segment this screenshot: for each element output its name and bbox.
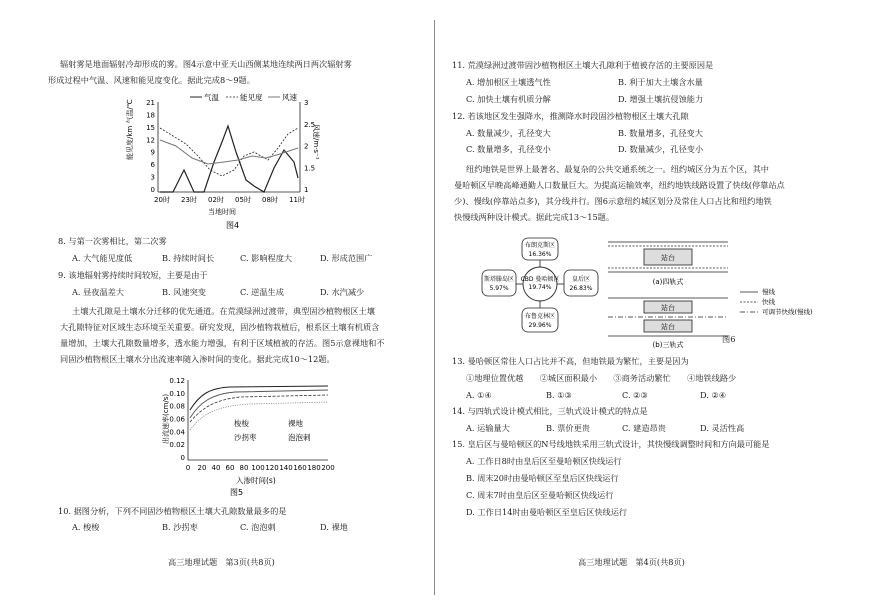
figure-6-diagram [478, 232, 828, 348]
series-wind [160, 140, 298, 164]
q8-option-b[interactable]: B. 持续时间长 [162, 253, 215, 263]
legend-paopaoci: 泡泡刺 [288, 433, 311, 442]
tick-label: 2.5 [304, 120, 316, 129]
tick-label: 100 [251, 464, 265, 472]
q11-option-c[interactable]: C. 加快土壤有机质分解 [466, 94, 551, 104]
tick-label: 6 [150, 161, 155, 170]
y-axis-label: 出流速率(cm/s) [162, 393, 170, 444]
legend-shaguaizao: 沙拐枣 [234, 433, 257, 442]
question-14-stem: 14. 与四轨式设计模式相比，三轨式设计模式的特点是 [452, 406, 648, 416]
q10-option-b[interactable]: B. 沙拐枣 [162, 522, 198, 532]
figure-6-caption: 图6 [722, 334, 736, 344]
tick-label: 180 [307, 464, 321, 472]
intro-fig5: 土壤大孔隙是土壤水分迁移的优先通道。在荒漠绿洲过渡带，典型固沙植物根区土壤 大孔隙特征对区域生态环境至关重要。研究发现，固沙植物栽植后，根系区土壤有机质含 量增加，土壤大孔隙数量增多，透水能力增强，有利于区域植被的存活。图5示意裸地和不 同固沙植物根区土壤水分出流速率随入渗时间的变化。据此完成10～12题。 [60, 306, 385, 364]
figure-6-legend [740, 287, 813, 316]
q12-option-a[interactable]: A. 数量减少，孔径变大 [466, 128, 551, 138]
tick-label: 11时 [289, 196, 305, 204]
svg-text:站台: 站台 [661, 304, 675, 312]
legend-temperature: 气温 [204, 93, 219, 102]
svg-text:19.74%: 19.74% [528, 284, 552, 291]
legend-visibility: 能见度 [240, 93, 263, 102]
question-10-stem: 10. 据图分析，下列不同固沙植物根区土壤大孔隙数量最多的是 [58, 506, 287, 516]
question-11-stem: 11. 荒漠绿洲过渡带固沙植物根区土壤大孔隙利于植被存活的主要原因是 [452, 60, 714, 70]
tick-label: 0.10 [169, 389, 185, 398]
legend-bare: 裸地 [288, 419, 303, 428]
tick-label: 12 [146, 136, 155, 145]
four-track-diagram [608, 242, 728, 286]
q15-option-d[interactable]: D. 工作日14时由曼哈顿区至皇后区快线运行 [466, 507, 628, 517]
q11-option-b[interactable]: B. 利于加大土壤含水量 [618, 77, 703, 87]
district-bronx: 布朗克斯区 [524, 242, 556, 249]
q8-option-a[interactable]: A. 大气能见度低 [72, 253, 133, 263]
figure-5-caption: 图5 [230, 488, 244, 496]
tick-label: 1.5 [304, 164, 316, 173]
svg-text:26.83%: 26.83% [569, 285, 593, 292]
tick-label: 20时 [154, 196, 170, 204]
svg-text:(a)四轨式: (a)四轨式 [652, 278, 684, 286]
tick-label: 2 [304, 142, 309, 151]
y-axis-label-left: 能见度/km 气温/℃ [126, 99, 134, 160]
q8-option-c[interactable]: C. 影响程度大 [240, 253, 293, 263]
figure-4-caption: 图4 [226, 221, 240, 230]
svg-text:慢线: 慢线 [762, 288, 775, 296]
q10-option-d[interactable]: D. 裸地 [320, 522, 348, 532]
x-axis-label: 入渗时间(s) [236, 476, 276, 485]
q12-option-b[interactable]: B. 数量增多，孔径变大 [618, 128, 703, 138]
intro-fig6: 纽约地铁是世界上最著名、最复杂的公共交通系统之一。纽约城区分为五个区，其中 曼哈顿区早晚高峰通勤人口数量巨大。为提高运输效率，纽约地铁线路设置了快线(停靠站点 少)、慢线(停靠站点多)，其分线并行。图6示意纽约城区划分及常住人口占比和纽约地铁 快慢线两种设计模式。据此完成13～15题。 [454, 164, 785, 222]
q15-option-b[interactable]: B. 周末20时由曼哈顿区至皇后区快线运行 [466, 473, 619, 483]
q9-option-d[interactable]: D. 水汽减少 [320, 287, 365, 297]
figure-5-chart [140, 374, 340, 496]
district-manhattan: CBD 曼哈顿区 [520, 276, 560, 283]
tick-label: 18 [146, 111, 155, 120]
q14-option-b[interactable]: B. 票价更贵 [546, 423, 590, 433]
tick-label: 0 [185, 464, 191, 472]
intro-fig4: 辐射雾是地面辐射冷却形成的雾。图4示意中亚天山西侧某地连续两日两次辐射雾 形成过程中气温、风速和能见度变化。据此完成8～9题。 [48, 59, 352, 85]
q13-items: ①地理位置优越 ②城区面积最小 ③商务活动繁忙 ④地铁线路少 [466, 373, 737, 383]
tick-label: 15 [146, 123, 155, 132]
svg-text:快线: 快线 [762, 298, 775, 306]
footer-right: 高三地理试题 第4页(共8页) [578, 557, 685, 567]
series-temperature [160, 126, 298, 192]
tick-label: 3 [304, 99, 309, 107]
q14-option-a[interactable]: A. 运输量大 [466, 423, 510, 433]
q13-option-d[interactable]: D. ②④ [700, 390, 727, 400]
q12-option-c[interactable]: C. 数量增多，孔径变小 [466, 144, 551, 154]
q13-option-b[interactable]: B. ①③ [546, 390, 572, 400]
tick-label: 140 [279, 464, 293, 472]
series-bare [190, 402, 328, 430]
tick-label: 3 [150, 173, 155, 182]
svg-text:(b)三轨式: (b)三轨式 [652, 341, 684, 348]
svg-text:16.36%: 16.36% [528, 251, 552, 258]
tick-label: 60 [225, 464, 235, 472]
x-axis-label: 当地时间 [208, 208, 236, 216]
q14-option-d[interactable]: D. 灵活性高 [700, 423, 745, 433]
tick-label: 0.04 [169, 428, 185, 437]
tick-label: 0.12 [169, 377, 185, 385]
tick-label: 05时 [235, 196, 251, 204]
series-visibility [160, 128, 298, 176]
tick-label: 120 [265, 464, 279, 472]
svg-text:29.96%: 29.96% [528, 322, 552, 329]
q15-option-a[interactable]: A. 工作日8时由皇后区至曼哈顿区快线运行 [466, 456, 622, 466]
legend-wind: 风速 [282, 93, 297, 102]
tick-label: 20 [197, 464, 207, 472]
district-brooklyn: 布鲁克林区 [524, 313, 556, 320]
svg-text:站台: 站台 [661, 323, 675, 331]
tick-label: 02时 [208, 196, 224, 204]
district-queens: 皇后区 [571, 276, 591, 283]
series-paopaoci [190, 395, 328, 422]
figure-4-chart [118, 90, 358, 230]
tick-label: 1 [304, 186, 309, 194]
svg-text:5.97%: 5.97% [489, 285, 509, 292]
page-divider [434, 20, 435, 595]
tick-label: 160 [293, 464, 307, 472]
tick-label: 0.06 [169, 415, 185, 424]
q8-option-d[interactable]: D. 形成范围广 [320, 253, 373, 263]
tick-label: 0.02 [169, 441, 185, 450]
tick-label: 9 [150, 148, 155, 157]
legend-suosuo: 梭梭 [234, 419, 249, 428]
question-13-stem: 13. 曼哈顿区常住人口占比并不高，但地铁最为繁忙，主要是因为 [452, 356, 689, 366]
tick-label: 200 [321, 464, 335, 472]
tick-label: 21 [146, 99, 155, 107]
footer-left: 高三地理试题 第3页(共8页) [168, 557, 275, 567]
tick-label: 0 [150, 186, 155, 194]
tick-label: 08时 [262, 196, 278, 204]
y-axis-label-right: 风速/m·s⁻¹ [312, 124, 320, 160]
tick-label: 0.08 [169, 402, 185, 411]
q9-option-c[interactable]: C. 逆温生成 [240, 287, 284, 297]
q12-option-d[interactable]: D. 数量减少，孔径变小 [618, 144, 704, 154]
question-12-stem: 12. 若该地区发生强降水，推测降水时段固沙植物根区土壤大孔隙 [452, 111, 689, 121]
tick-label: 40 [211, 464, 221, 472]
question-9-stem: 9. 该地辐射雾持续时间较短，主要是由于 [58, 270, 208, 280]
q15-option-c[interactable]: C. 周末7时由皇后区至曼哈顿区快线运行 [466, 490, 614, 500]
q10-option-c[interactable]: C. 泡泡刺 [240, 522, 276, 532]
q11-option-d[interactable]: D. 增强土壤抗侵蚀能力 [618, 94, 704, 104]
q9-option-b[interactable]: B. 风速突变 [162, 287, 206, 297]
q14-option-c[interactable]: C. 建造昂贵 [622, 423, 666, 433]
q13-option-c[interactable]: C. ②③ [622, 390, 648, 400]
three-track-diagram [608, 298, 728, 348]
tick-label: 0 [180, 454, 185, 462]
tick-label: 80 [239, 464, 249, 472]
question-8-stem: 8. 与第一次雾相比，第二次雾 [58, 236, 167, 246]
q9-option-a[interactable]: A. 昼夜温差大 [72, 287, 125, 297]
question-15-stem: 15. 皇后区与曼哈顿区的N号线地铁采用三轨式设计，其快慢线调整时间和方向最可能是 [452, 439, 770, 449]
q10-option-a[interactable]: A. 梭梭 [72, 522, 100, 532]
q13-option-a[interactable]: A. ①④ [466, 390, 492, 400]
svg-text:站台: 站台 [661, 254, 675, 262]
q11-option-a[interactable]: A. 增加根区土壤透气性 [466, 77, 551, 87]
tick-label: 23时 [181, 196, 197, 204]
svg-text:可调节快线(慢线): 可调节快线(慢线) [762, 308, 813, 316]
district-staten-island: 斯塔滕岛区 [483, 276, 515, 283]
